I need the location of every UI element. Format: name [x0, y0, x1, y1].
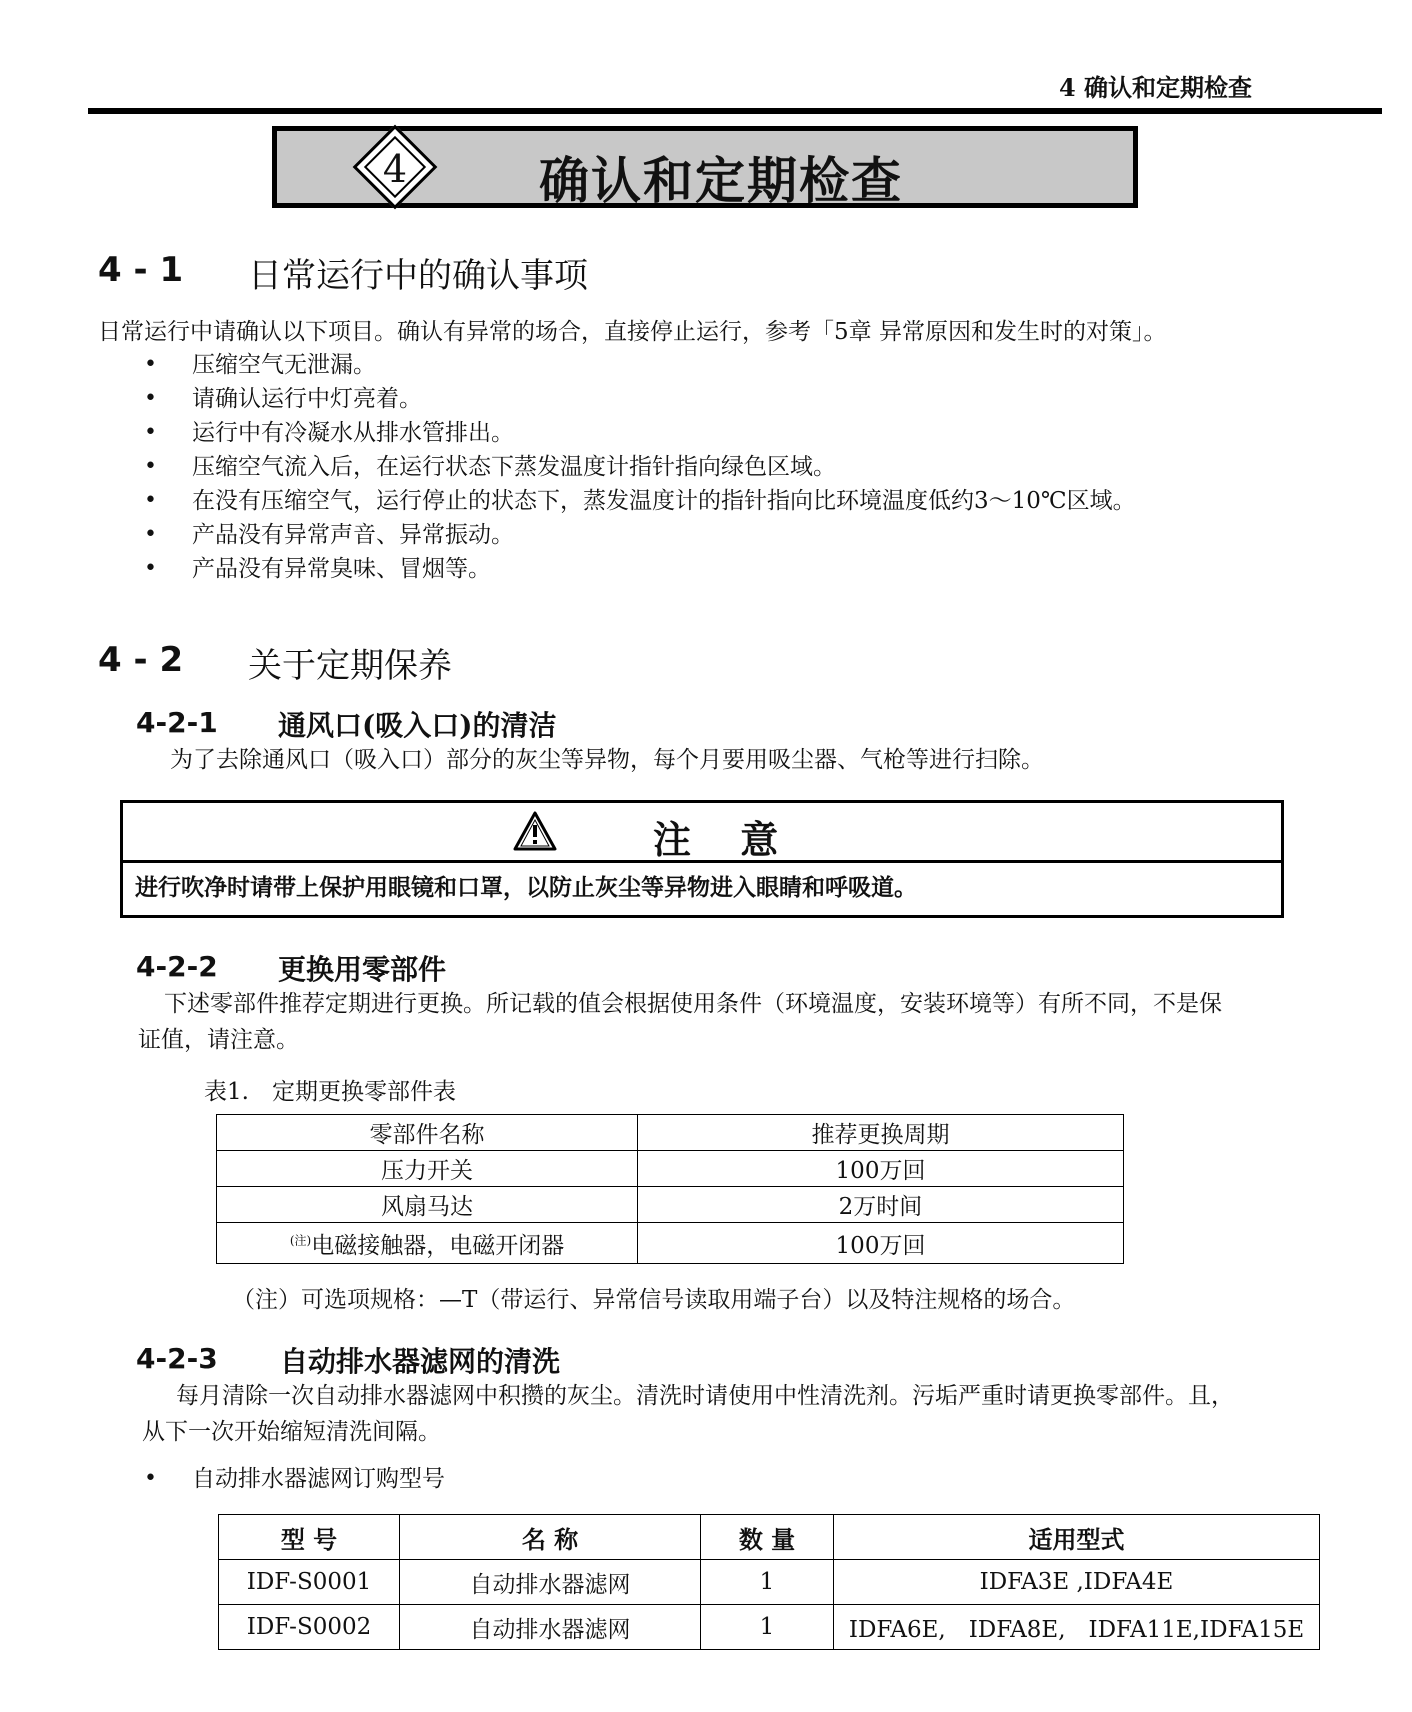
subsection-4-2-3-text-line1: 每月清除一次自动排水器滤网中积攒的灰尘。清洗时请使用中性清洗剂。污垢严重时请更换零部件。且， [176, 1383, 1234, 1409]
table-cell: 100万回 [638, 1223, 1124, 1264]
list-item-text: 请确认运行中灯亮着。 [192, 386, 422, 412]
warning-triangle-icon [513, 811, 557, 851]
bullet-icon: • [144, 488, 157, 513]
parts-table [216, 1114, 1124, 1264]
table-header-cell: 数 量 [701, 1515, 834, 1560]
list-item [144, 552, 1136, 586]
list-item-text: 在没有压缩空气，运行停止的状态下，蒸发温度计的指针指向比环境温度低约3～10℃区域。 [192, 488, 1136, 514]
chapter-title: 确认和定期检查 [539, 151, 903, 210]
subsection-number-4-2-1: 4-2-1 [136, 706, 218, 739]
subsection-4-2-1-text: 为了去除通风口（吸入口）部分的灰尘等异物，每个月要用吸尘器、气枪等进行扫除。 [170, 747, 1044, 773]
list-item [144, 1462, 445, 1496]
list-item [144, 450, 1136, 484]
caution-header [123, 803, 1281, 863]
table-header-cell: 零部件名称 [217, 1115, 638, 1151]
bullet-icon: • [144, 522, 157, 547]
table-cell: 1 [701, 1605, 834, 1650]
bullet-icon: • [144, 386, 157, 411]
table-header-cell: 推荐更换周期 [638, 1115, 1124, 1151]
table-cell [217, 1223, 638, 1264]
list-item-text: 运行中有冷凝水从排水管排出。 [192, 420, 514, 446]
table-cell: IDFA3E ,IDFA4E [834, 1560, 1320, 1605]
list-item [144, 484, 1136, 518]
table-header-cell: 适用型式 [834, 1515, 1320, 1560]
section-title-4-2: 关于定期保养 [248, 646, 452, 686]
table-header-row [217, 1115, 1124, 1151]
running-header: 4 确认和定期检查 [1058, 73, 1252, 102]
subsection-number-4-2-2: 4-2-2 [136, 950, 218, 983]
subsection-4-2-3-text-line2: 从下一次开始缩短清洗间隔。 [142, 1419, 441, 1445]
list-item [144, 382, 1136, 416]
table-row [217, 1151, 1124, 1187]
table-header-row [219, 1515, 1320, 1560]
table-cell: IDFA6E, IDFA8E, IDFA11E,IDFA15E [834, 1605, 1320, 1650]
list-item-text: 压缩空气流入后，在运行状态下蒸发温度计指针指向绿色区域。 [192, 454, 836, 480]
subsection-title-4-2-3: 自动排水器滤网的清洗 [280, 1345, 561, 1378]
table-cell: 自动排水器滤网 [400, 1560, 701, 1605]
table-cell: 风扇马达 [217, 1187, 638, 1223]
table-row [219, 1605, 1320, 1650]
note-mark: (注) [289, 1232, 312, 1247]
filter-order-table [218, 1514, 1320, 1650]
table-header-cell: 型 号 [219, 1515, 400, 1560]
chapter-banner [272, 126, 1138, 208]
table-cell: 2万时间 [638, 1187, 1124, 1223]
table-cell: 100万回 [638, 1151, 1124, 1187]
parts-table-caption: 表1. 定期更换零部件表 [204, 1079, 456, 1105]
subsection-title-4-2-1: 通风口(吸入口)的清洁 [278, 709, 557, 742]
subsection-4-2-2-text-line1: 下述零部件推荐定期进行更换。所记载的值会根据使用条件（环境温度，安装环境等）有所不同，不是保 [164, 991, 1222, 1017]
table-row [217, 1223, 1124, 1264]
table-cell: 1 [701, 1560, 834, 1605]
check-item-list [144, 348, 1136, 586]
table-header-cell: 名 称 [400, 1515, 701, 1560]
subsection-number-4-2-3: 4-2-3 [136, 1342, 218, 1375]
table-row [219, 1560, 1320, 1605]
bullet-icon: • [144, 352, 157, 377]
table-cell: IDF-S0001 [219, 1560, 400, 1605]
chapter-number: 4 [382, 147, 408, 191]
bullet-icon: • [144, 1466, 157, 1491]
header-rule [88, 108, 1382, 114]
order-info-list [144, 1462, 445, 1496]
caution-box [120, 800, 1284, 918]
caution-text: 进行吹净时请带上保护用眼镜和口罩，以防止灰尘等异物进入眼睛和呼吸道。 [135, 874, 917, 901]
subsection-title-4-2-2: 更换用零部件 [278, 953, 447, 986]
section-number-4-2: 4 - 2 [98, 640, 184, 680]
list-item [144, 348, 1136, 382]
subsection-4-2-2-text-line2: 证值，请注意。 [138, 1027, 299, 1053]
bullet-icon: • [144, 556, 157, 581]
caution-title: 注 意 [653, 817, 797, 862]
table-cell-text: 电磁接触器，电磁开闭器 [311, 1232, 565, 1259]
parts-table-note: （注）可选项规格：—T（带运行、异常信号读取用端子台）以及特注规格的场合。 [232, 1287, 1076, 1313]
list-item-text: 压缩空气无泄漏。 [192, 352, 376, 378]
list-item [144, 518, 1136, 552]
bullet-icon: • [144, 420, 157, 445]
list-item [144, 416, 1136, 450]
list-item-text: 产品没有异常臭味、冒烟等。 [192, 556, 491, 582]
table-cell: 压力开关 [217, 1151, 638, 1187]
list-item-text: 自动排水器滤网订购型号 [192, 1466, 445, 1492]
table-row [217, 1187, 1124, 1223]
section-4-1-intro: 日常运行中请确认以下项目。确认有异常的场合，直接停止运行，参考「5章 异常原因和发生时的对策」。 [98, 319, 1167, 345]
bullet-icon: • [144, 454, 157, 479]
table-cell: IDF-S0002 [219, 1605, 400, 1650]
section-title-4-1: 日常运行中的确认事项 [248, 256, 588, 296]
list-item-text: 产品没有异常声音、异常振动。 [192, 522, 514, 548]
table-cell: 自动排水器滤网 [400, 1605, 701, 1650]
section-number-4-1: 4 - 1 [98, 250, 184, 290]
